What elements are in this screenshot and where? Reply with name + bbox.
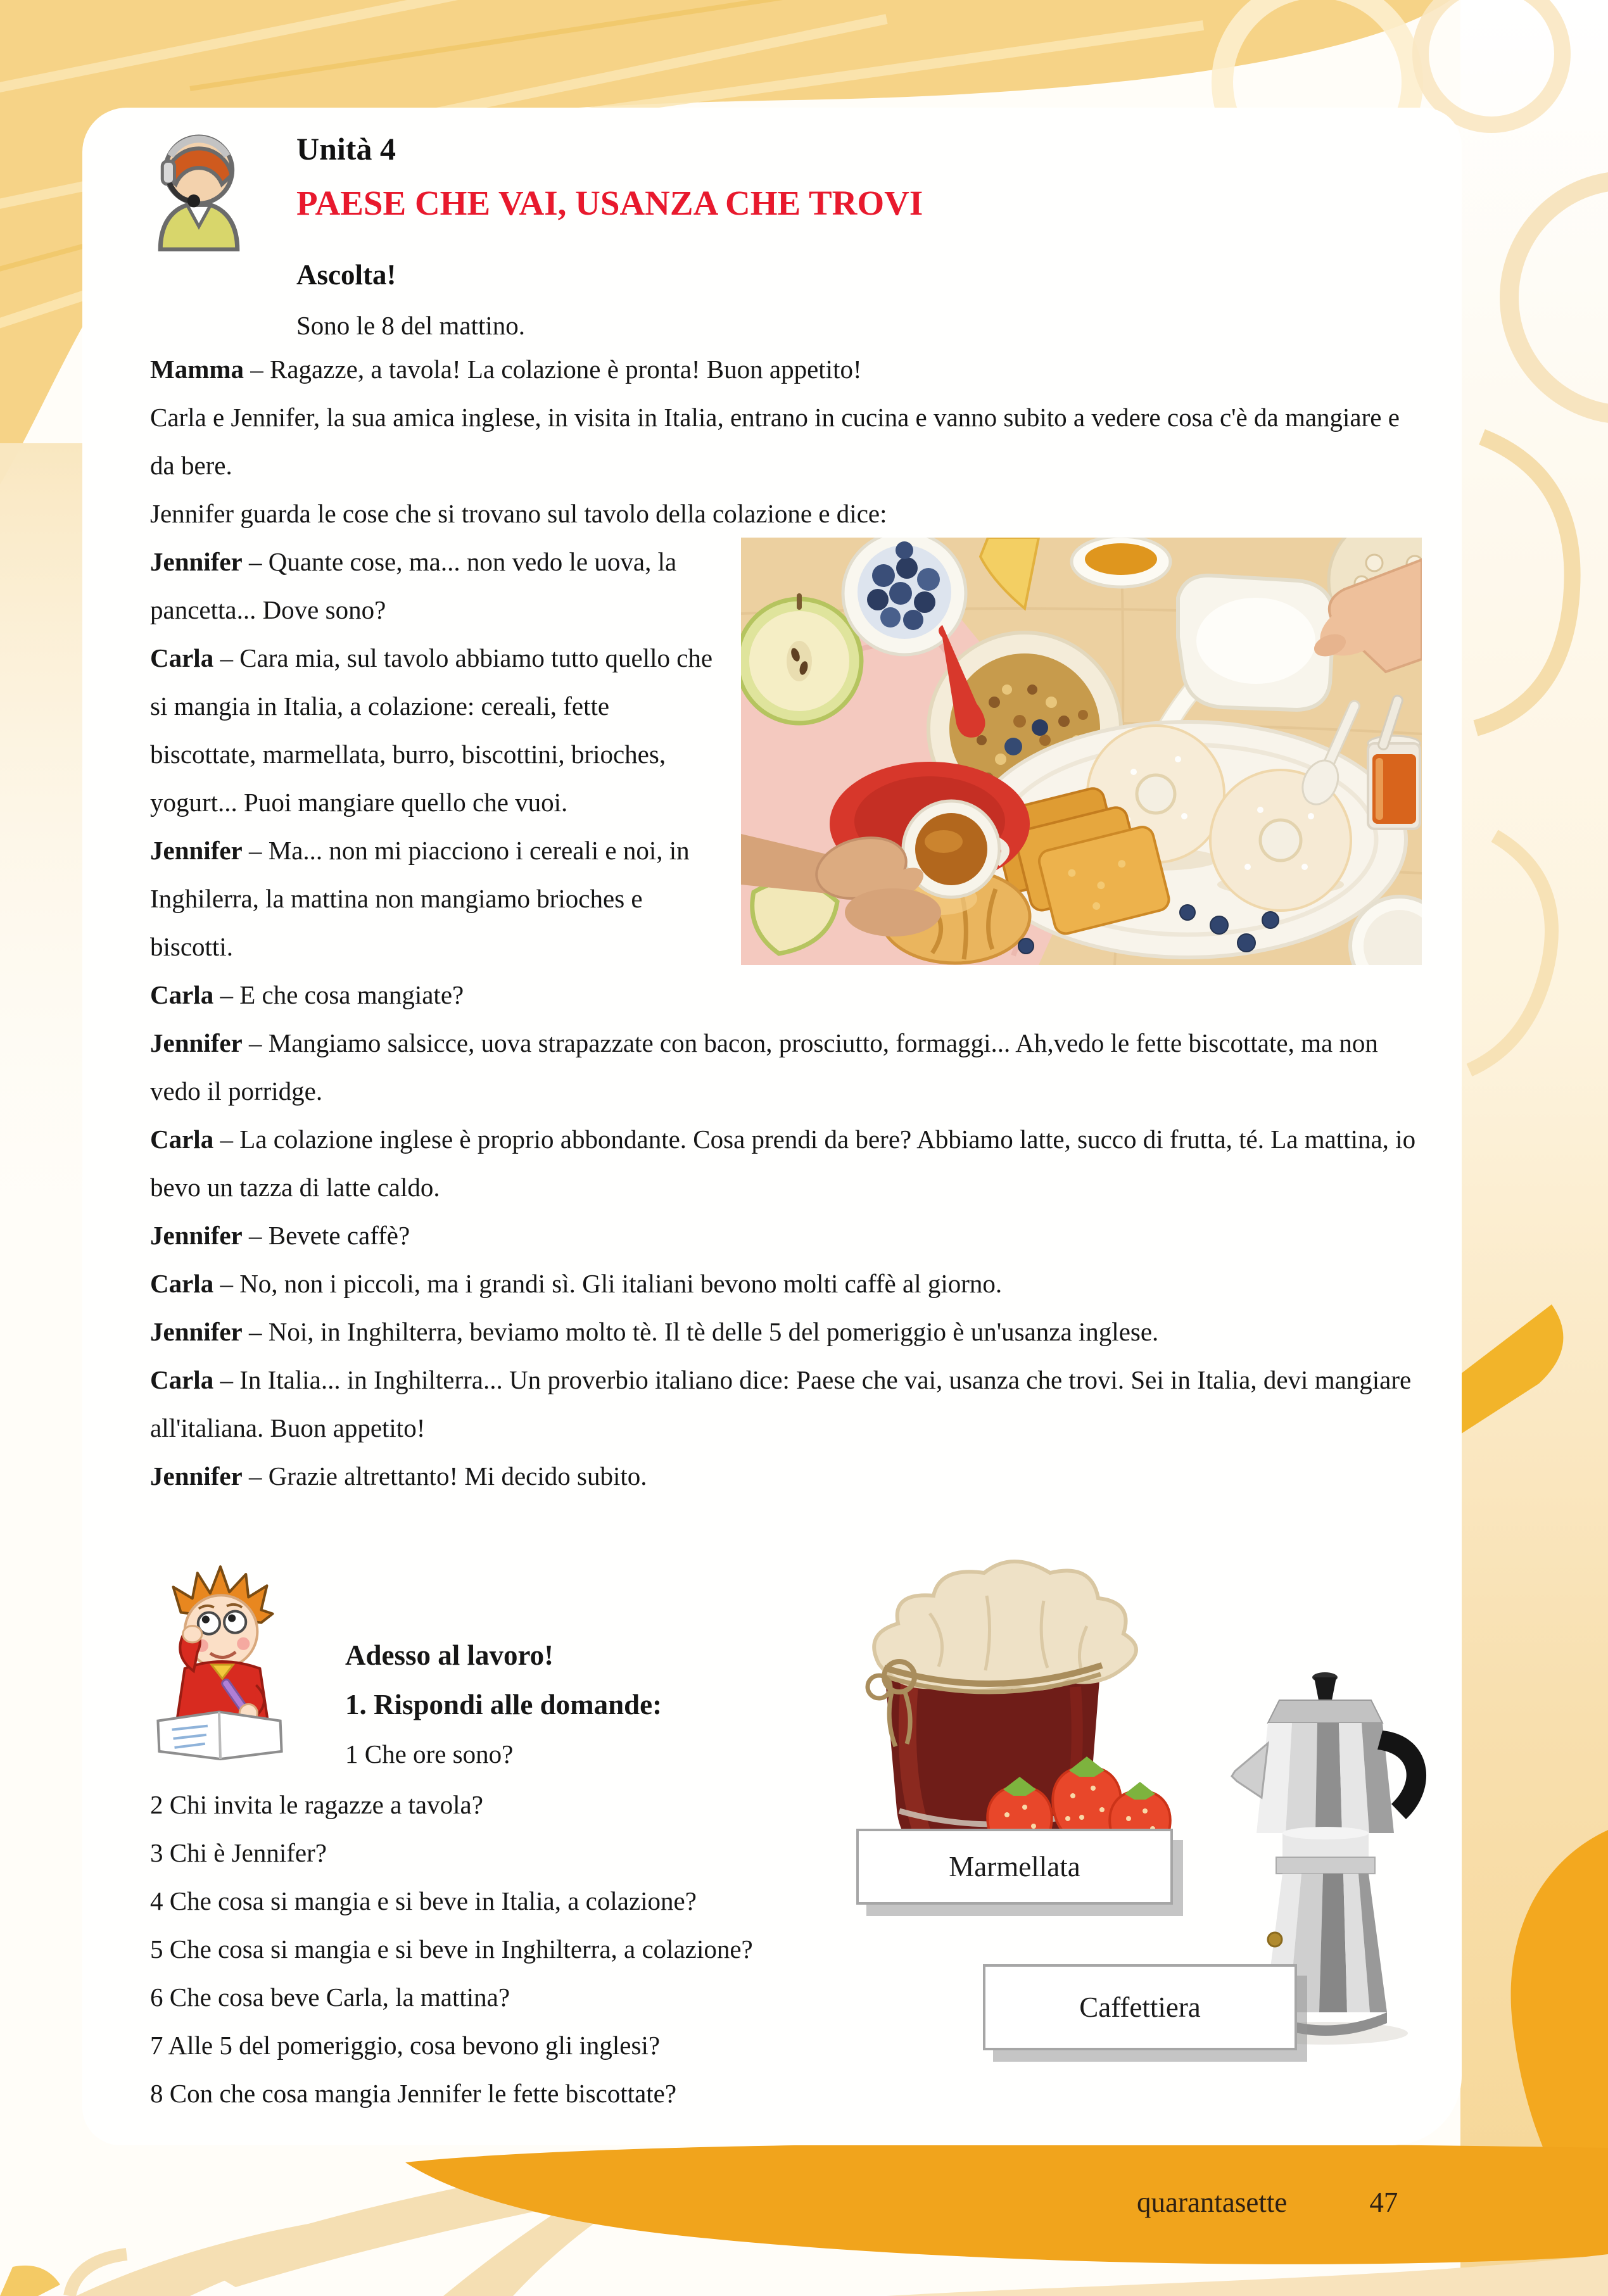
- dialogue-line: Carla – La colazione inglese è proprio abbondante. Cosa prendi da bere? Abbiamo latte, succo di frutta, té. La mattina, io bevo un tazza di latte caldo.: [150, 1125, 1416, 1202]
- question-item: 6 Che cosa beve Carla, la mattina?: [150, 1983, 510, 2012]
- dialogue-line: Carla – In Italia... in Inghilterra... Un proverbio italiano dice: Paese che vai, usanza che trovi. Sei in Italia, devi mangiare all'italiana. Buon appetito!: [150, 1365, 1412, 1442]
- scene-line: Sono le 8 del mattino.: [296, 311, 525, 340]
- coffee-label-text: Caffettiera: [1079, 1991, 1201, 2023]
- question-item: 7 Alle 5 del pomeriggio, cosa bevono gli inglesi?: [150, 2031, 661, 2060]
- dialogue-line: Jennifer – Bevete caffè?: [150, 1221, 410, 1250]
- boy-writing-icon: [136, 1559, 302, 1763]
- dialogue-intro: [150, 345, 1422, 538]
- exercise-subheading: 1. Rispondi alle domande:: [345, 1689, 662, 1720]
- page-header: [296, 127, 923, 344]
- dialogue-line: Mamma – Ragazze, a tavola! La colazione è pronta! Buon appetito!: [150, 355, 862, 384]
- dialogue-line: Jennifer – Quante cose, ma... non vedo le uova, la pancetta... Dove sono?: [150, 547, 677, 624]
- listen-heading: Ascolta!: [296, 259, 396, 291]
- page-number-word: quarantasette: [1137, 2186, 1288, 2218]
- question-item-1: 1 Che ore sono?: [345, 1739, 514, 1769]
- dialogue-line: Carla – E che cosa mangiate?: [150, 980, 464, 1009]
- question-item: 5 Che cosa si mangia e si beve in Inghilterra, a colazione?: [150, 1934, 753, 1964]
- unit-title: PAESE CHE VAI, USANZA CHE TROVI: [296, 184, 923, 222]
- breakfast-photo: [741, 538, 1422, 965]
- dialogue-line: Jennifer – Mangiamo salsicce, uova strapazzate con bacon, prosciutto, formaggi... Ah,vedo le fette biscottate, ma non vedo il porridge.: [150, 1028, 1378, 1106]
- dialogue-line: Jennifer – Grazie altrettanto! Mi decido subito.: [150, 1461, 647, 1491]
- dialogue-line: Carla – Cara mia, sul tavolo abbiamo tutto quello che si mangia in Italia, a colazione: cereali, fette biscottate, marmellata, burro, biscottini, brioches, yogurt... Puoi mangiare quello che vuoi.: [150, 643, 713, 817]
- dialogue-line: Carla e Jennifer, la sua amica inglese, in visita in Italia, entrano in cucina e vanno subito a vedere cosa c'è da mangiare e da bere.: [150, 403, 1400, 480]
- dialogue-line: Carla – No, non i piccoli, ma i grandi sì. Gli italiani bevono molti caffè al giorno.: [150, 1269, 1003, 1298]
- page-number: 47: [1369, 2186, 1398, 2218]
- unit-number: Unità 4: [296, 131, 396, 167]
- dialogue-section: [150, 345, 1422, 1500]
- jam-label-box: [856, 1829, 1173, 1905]
- dialogue-line: Jennifer guarda le cose che si trovano sul tavolo della colazione e dice:: [150, 499, 887, 528]
- headset-person-icon: [148, 122, 250, 251]
- question-item: 8 Con che cosa mangia Jennifer le fette biscottate?: [150, 2079, 677, 2108]
- dialogue-line: Jennifer – Noi, in Inghilterra, beviamo molto tè. Il tè delle 5 del pomeriggio è un'usanza inglese.: [150, 1317, 1159, 1346]
- coffee-label-box: [983, 1964, 1297, 2050]
- jam-label-text: Marmellata: [949, 1851, 1080, 1883]
- question-item: 2 Chi invita le ragazze a tavola?: [150, 1790, 483, 1819]
- question-item: 4 Che cosa si mangia e si beve in Italia, a colazione?: [150, 1886, 697, 1915]
- questions-list: [150, 1781, 973, 2117]
- question-item: 3 Chi è Jennifer?: [150, 1838, 327, 1867]
- page-footer: [1077, 2186, 1520, 2219]
- exercise-heading: Adesso al lavoro!: [345, 1639, 554, 1671]
- dialogue-line: Jennifer – Ma... non mi piacciono i cereali e noi, in Inghilerra, la mattina non mangiamo brioches e biscotti.: [150, 836, 690, 961]
